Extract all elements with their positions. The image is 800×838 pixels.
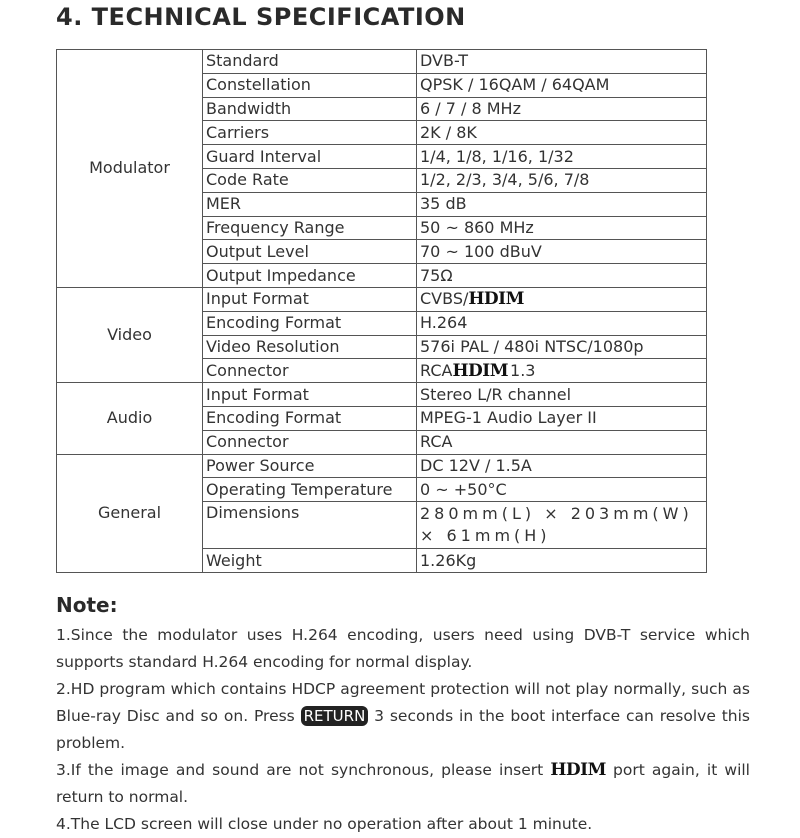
category-cell: Video: [57, 287, 203, 382]
value-cell: [417, 121, 707, 145]
value-cell: [417, 240, 707, 264]
value-text: RCA: [420, 432, 453, 452]
value-cell: [417, 168, 707, 192]
value-text-after: 1.3: [510, 360, 536, 380]
value-cell: [417, 264, 707, 288]
value-text: 280mm(L) × 203mm(W) × 61mm(H): [420, 504, 693, 546]
value-text: H.264: [420, 313, 468, 333]
return-key-badge: RETURN: [301, 706, 369, 726]
param-cell: Encoding Format: [203, 311, 417, 335]
category-cell: Modulator: [57, 50, 203, 288]
param-cell: Code Rate: [203, 168, 417, 192]
category-cell: General: [57, 454, 203, 572]
param-cell: Output Impedance: [203, 264, 417, 288]
spec-table-body: [57, 50, 707, 573]
value-text: 1/2, 2/3, 3/4, 5/6, 7/8: [420, 170, 590, 190]
value-text: 1.26Kg: [420, 550, 477, 570]
value-text: QPSK / 16QAM / 64QAM: [420, 75, 610, 95]
note-title: Note:: [56, 593, 118, 617]
value-text: 75Ω: [420, 265, 453, 285]
note-item: [56, 757, 750, 811]
value-text: DC 12V / 1.5A: [420, 455, 532, 475]
param-cell: Connector: [203, 430, 417, 454]
note-text-after: port again, it will return to normal.: [56, 761, 750, 806]
note-item: [56, 622, 750, 676]
param-cell: Video Resolution: [203, 335, 417, 359]
spec-table: [56, 49, 707, 573]
param-cell: Encoding Format: [203, 406, 417, 430]
note-item: [56, 676, 750, 757]
table-row: [57, 383, 707, 407]
param-cell: MER: [203, 192, 417, 216]
value-cell: [417, 454, 707, 478]
overlay-text: HDIM: [452, 360, 509, 381]
param-cell: Frequency Range: [203, 216, 417, 240]
param-cell: Output Level: [203, 240, 417, 264]
value-cell: [417, 311, 707, 335]
category-cell: Audio: [57, 383, 203, 454]
note-text: 4.The LCD screen will close under no operation after about 1 minute.: [56, 815, 593, 833]
value-text: CVBS/: [420, 289, 469, 309]
param-cell: Connector: [203, 359, 417, 383]
param-cell: Input Format: [203, 287, 417, 311]
value-text: 50 ~ 860 MHz: [420, 217, 534, 237]
value-text: 6 / 7 / 8 MHz: [420, 98, 521, 118]
value-cell: [417, 549, 707, 573]
overlay-text: HDIM: [550, 760, 606, 780]
value-cell: [417, 97, 707, 121]
value-cell: [417, 359, 707, 383]
value-text: 576i PAL / 480i NTSC/1080p: [420, 336, 644, 356]
page-title: 4. TECHNICAL SPECIFICATION: [56, 3, 466, 31]
param-cell: Input Format: [203, 383, 417, 407]
value-text: 0 ~ +50°C: [420, 479, 507, 499]
value-cell: [417, 145, 707, 169]
note-text: 2.HD program which contains HDCP agreement protection will not play normally, such as Blue-ray Disc and so on. Press: [56, 680, 750, 725]
value-text: 1/4, 1/8, 1/16, 1/32: [420, 146, 574, 166]
note-text: 1.Since the modulator uses H.264 encoding, users need using DVB-T service which supports standard H.264 encoding for normal display.: [56, 626, 750, 671]
param-cell: Weight: [203, 549, 417, 573]
value-text: Stereo L/R channel: [420, 384, 572, 404]
value-cell: [417, 192, 707, 216]
value-text: 35 dB: [420, 194, 467, 214]
value-text: 2K / 8K: [420, 122, 477, 142]
param-cell: Dimensions: [203, 502, 417, 549]
param-cell: Operating Temperature: [203, 478, 417, 502]
value-text: DVB-T: [420, 51, 469, 71]
table-row: [57, 287, 707, 311]
value-text: MPEG-1 Audio Layer II: [420, 408, 597, 428]
notes-list: [56, 622, 750, 838]
param-cell: Bandwidth: [203, 97, 417, 121]
note-text: 3.If the image and sound are not synchronous, please insert: [56, 761, 551, 779]
note-item: [56, 811, 750, 838]
value-cell: [417, 50, 707, 74]
param-cell: Standard: [203, 50, 417, 74]
param-cell: Constellation: [203, 73, 417, 97]
table-row: [57, 50, 707, 74]
value-cell: [417, 478, 707, 502]
value-cell: [417, 406, 707, 430]
value-cell: [417, 383, 707, 407]
param-cell: Carriers: [203, 121, 417, 145]
value-text: 70 ~ 100 dBuV: [420, 241, 542, 261]
table-row: [57, 454, 707, 478]
value-cell: [417, 502, 707, 549]
param-cell: Guard Interval: [203, 145, 417, 169]
overlay-text: HDIM: [468, 289, 524, 310]
value-cell: [417, 287, 707, 311]
value-cell: [417, 216, 707, 240]
value-cell: [417, 335, 707, 359]
param-cell: Power Source: [203, 454, 417, 478]
value-cell: [417, 430, 707, 454]
value-cell: [417, 73, 707, 97]
note-text-after: 3 seconds in the boot interface can resolve this problem.: [56, 707, 750, 752]
value-text: RCA: [420, 360, 453, 380]
